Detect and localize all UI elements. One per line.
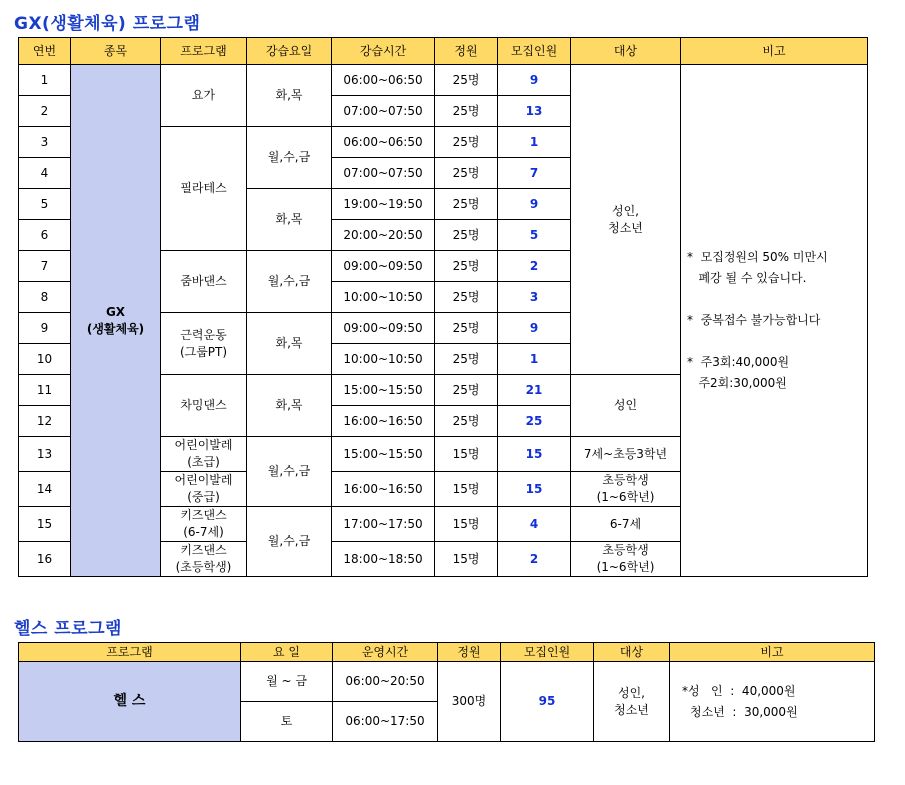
- program-cell: [161, 437, 247, 472]
- category-cell: [71, 65, 161, 577]
- capacity-cell: 15명: [435, 437, 498, 472]
- program-name-line: 필라테스: [180, 181, 227, 195]
- days-cell: 화,목: [247, 65, 332, 127]
- days-cell: 월,수,금: [247, 251, 332, 313]
- note-line: * 중복접수 불가능합니다: [687, 313, 821, 327]
- program-cell: [161, 127, 247, 251]
- target-line: 7세~초등3학년: [583, 446, 668, 461]
- days-cell: 월 ~ 금: [241, 662, 333, 702]
- row-number: 3: [19, 127, 71, 158]
- program-cell: [161, 65, 247, 127]
- target-line: 성인: [613, 398, 638, 412]
- col-header-remarks: 비고: [670, 643, 875, 662]
- program-cell: [161, 313, 247, 375]
- days-cell: 월,수,금: [247, 127, 332, 189]
- capacity-cell: 300명: [438, 662, 501, 742]
- days-cell: 화,목: [247, 189, 332, 251]
- program-name-line: (중급): [187, 490, 220, 504]
- col-header-hours: 운영시간: [333, 643, 438, 662]
- program-name-line: 줌바댄스: [180, 274, 227, 288]
- time-cell: 06:00~06:50: [332, 127, 435, 158]
- enrolled-cell: 1: [498, 127, 571, 158]
- capacity-cell: 25명: [435, 282, 498, 313]
- row-number: 8: [19, 282, 71, 313]
- target-line: 성인,: [612, 203, 639, 218]
- target-line: (1~6학년): [596, 560, 655, 574]
- program-name-line: 요가: [191, 88, 216, 102]
- program-cell: [161, 251, 247, 313]
- target-line: 초등학생: [602, 543, 649, 557]
- target-line: 청소년: [608, 220, 643, 235]
- capacity-cell: 15명: [435, 542, 498, 577]
- target-line: (1~6학년): [596, 490, 655, 504]
- col-header-target: 대상: [571, 38, 681, 65]
- enrolled-cell: 9: [498, 189, 571, 220]
- category-line: (생활체육): [86, 321, 145, 336]
- time-cell: 07:00~07:50: [332, 96, 435, 127]
- target-line: 청소년: [614, 702, 649, 717]
- program-name-line: (6-7세): [183, 525, 224, 539]
- row-number: 10: [19, 344, 71, 375]
- days-cell: 월,수,금: [247, 437, 332, 507]
- time-cell: 06:00~20:50: [333, 662, 438, 702]
- row-number: 16: [19, 542, 71, 577]
- time-cell: 19:00~19:50: [332, 189, 435, 220]
- table-row: [19, 65, 868, 96]
- program-cell: [161, 472, 247, 507]
- target-cell: [571, 472, 681, 507]
- target-line: 초등학생: [602, 473, 649, 487]
- col-header-enrolled: 모집인원: [501, 643, 594, 662]
- days-cell: 토: [241, 702, 333, 742]
- target-cell: [594, 662, 670, 742]
- capacity-cell: 25명: [435, 65, 498, 96]
- time-cell: 15:00~15:50: [332, 375, 435, 406]
- note-line: 주2회:30,000원: [687, 376, 787, 390]
- gx-header-row: [19, 38, 868, 65]
- health-program-table: [18, 642, 875, 742]
- time-cell: 20:00~20:50: [332, 220, 435, 251]
- time-cell: 15:00~15:50: [332, 437, 435, 472]
- capacity-cell: 15명: [435, 507, 498, 542]
- health-section-title: 헬스 프로그램: [14, 619, 122, 639]
- col-header-program: 프로그램: [19, 643, 241, 662]
- col-header-program: 프로그램: [161, 38, 247, 65]
- enrolled-cell: 9: [498, 313, 571, 344]
- target-cell: [571, 507, 681, 542]
- days-cell: 화,목: [247, 375, 332, 437]
- col-header-enrolled: 모집인원: [498, 38, 571, 65]
- row-number: 2: [19, 96, 71, 127]
- row-number: 7: [19, 251, 71, 282]
- days-cell: 화,목: [247, 313, 332, 375]
- row-number: 13: [19, 437, 71, 472]
- capacity-cell: 25명: [435, 375, 498, 406]
- days-cell: 월,수,금: [247, 507, 332, 577]
- enrolled-cell: 15: [498, 472, 571, 507]
- enrolled-cell: 13: [498, 96, 571, 127]
- col-header-capacity: 정원: [438, 643, 501, 662]
- program-name-line: 어린이발레: [174, 473, 233, 487]
- note-line: * 주3회:40,000원: [687, 355, 790, 369]
- target-line: 성인,: [618, 685, 645, 700]
- row-number: 6: [19, 220, 71, 251]
- row-number: 11: [19, 375, 71, 406]
- fee-line: 청소년 : 30,000원: [690, 704, 798, 719]
- enrolled-cell: 2: [498, 251, 571, 282]
- program-name-line: 키즈댄스: [180, 508, 227, 522]
- capacity-cell: 25명: [435, 189, 498, 220]
- program-cell: [161, 507, 247, 542]
- col-header-target: 대상: [594, 643, 670, 662]
- remarks-cell: [681, 65, 868, 577]
- health-header-row: [19, 643, 875, 662]
- enrolled-cell: 21: [498, 375, 571, 406]
- target-cell: [571, 65, 681, 375]
- enrolled-cell: 9: [498, 65, 571, 96]
- program-name-line: 어린이발레: [174, 438, 233, 452]
- gx-section-title: GX(생활체육) 프로그램: [14, 14, 201, 34]
- time-cell: 18:00~18:50: [332, 542, 435, 577]
- program-cell: [161, 375, 247, 437]
- col-header-no: 연번: [19, 38, 71, 65]
- row-number: 9: [19, 313, 71, 344]
- note-fees: [687, 352, 867, 394]
- program-name-line: 차밍댄스: [180, 398, 227, 412]
- time-cell: 09:00~09:50: [332, 251, 435, 282]
- remarks-cell: [670, 662, 875, 742]
- enrolled-cell: 7: [498, 158, 571, 189]
- gx-program-table: [18, 37, 868, 577]
- row-number: 1: [19, 65, 71, 96]
- enrolled-cell: 2: [498, 542, 571, 577]
- capacity-cell: 25명: [435, 158, 498, 189]
- col-header-category: 종목: [71, 38, 161, 65]
- target-cell: [571, 437, 681, 472]
- program-name: 헬 스: [19, 662, 241, 742]
- row-number: 5: [19, 189, 71, 220]
- col-header-days: 강습요일: [247, 38, 332, 65]
- program-name-line: 키즈댄스: [180, 543, 227, 557]
- program-name-line: 근력운동: [180, 327, 227, 342]
- capacity-cell: 25명: [435, 251, 498, 282]
- enrolled-cell: 4: [498, 507, 571, 542]
- program-name-line: (그룹PT): [179, 344, 228, 359]
- enrolled-cell: 5: [498, 220, 571, 251]
- time-cell: 10:00~10:50: [332, 282, 435, 313]
- note-enrollment: [687, 247, 867, 289]
- note-line: * 모집정원의 50% 미만시: [687, 250, 828, 264]
- category-line: GX: [105, 304, 126, 319]
- time-cell: 06:00~17:50: [333, 702, 438, 742]
- enrolled-cell: 15: [498, 437, 571, 472]
- table-row: [19, 662, 875, 702]
- time-cell: 06:00~06:50: [332, 65, 435, 96]
- time-cell: 16:00~16:50: [332, 472, 435, 507]
- capacity-cell: 25명: [435, 406, 498, 437]
- col-header-remarks: 비고: [681, 38, 868, 65]
- col-header-capacity: 정원: [435, 38, 498, 65]
- row-number: 4: [19, 158, 71, 189]
- time-cell: 10:00~10:50: [332, 344, 435, 375]
- time-cell: 07:00~07:50: [332, 158, 435, 189]
- capacity-cell: 25명: [435, 96, 498, 127]
- target-line: 6-7세: [609, 516, 642, 531]
- enrolled-cell: 1: [498, 344, 571, 375]
- row-number: 12: [19, 406, 71, 437]
- program-name-line: (초급): [187, 455, 220, 469]
- program-cell: [161, 542, 247, 577]
- note-line: 폐강 될 수 있습니다.: [687, 271, 807, 285]
- row-number: 15: [19, 507, 71, 542]
- capacity-cell: 25명: [435, 313, 498, 344]
- col-header-days: 요 일: [241, 643, 333, 662]
- note-duplicate: [687, 310, 867, 331]
- row-number: 14: [19, 472, 71, 507]
- capacity-cell: 25명: [435, 220, 498, 251]
- time-cell: 16:00~16:50: [332, 406, 435, 437]
- enrolled-cell: 95: [501, 662, 594, 742]
- capacity-cell: 25명: [435, 127, 498, 158]
- fee-line: *성 인 : 40,000원: [682, 683, 796, 698]
- enrolled-cell: 25: [498, 406, 571, 437]
- capacity-cell: 15명: [435, 472, 498, 507]
- capacity-cell: 25명: [435, 344, 498, 375]
- target-cell: [571, 375, 681, 437]
- enrolled-cell: 3: [498, 282, 571, 313]
- target-cell: [571, 542, 681, 577]
- program-name-line: (초등학생): [175, 560, 232, 574]
- time-cell: 17:00~17:50: [332, 507, 435, 542]
- time-cell: 09:00~09:50: [332, 313, 435, 344]
- col-header-time: 강습시간: [332, 38, 435, 65]
